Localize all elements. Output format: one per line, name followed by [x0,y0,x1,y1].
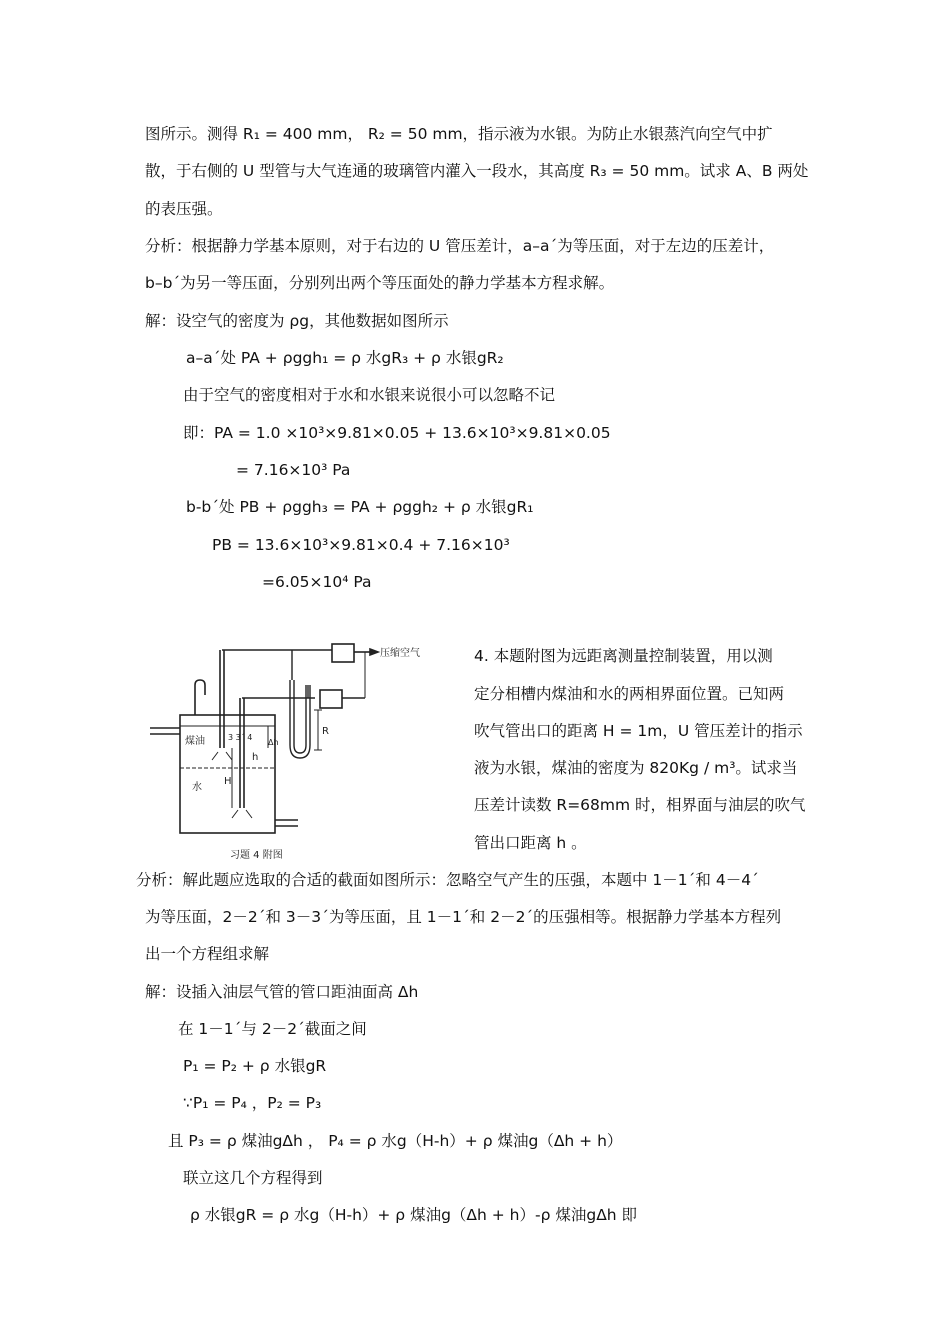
label-h: h [252,752,259,763]
apparatus-diagram [140,640,470,865]
equation-line: b-b´处 PB + ρggh₃ = PA + ρggh₂ + ρ 水银gR₁ [186,498,534,516]
equation-line: 且 P₃ = ρ 煤油gΔh ， P₄ = ρ 水g（H-h）+ ρ 煤油g（Δh + h） [168,1132,623,1150]
equation-line: 即：PA = 1.0 ×10³×9.81×0.05 + 13.6×10³×9.81×0.05 [183,424,611,442]
problem-line: 4. 本题附图为远距离测量控制装置，用以测 [474,647,773,665]
analysis-line: 出一个方程组求解 [145,945,270,963]
equation-line: ρ 水银gR = ρ 水g（H-h）+ ρ 煤油g（Δh + h）-ρ 煤油gΔh 即 [190,1206,638,1224]
text-line: 的表压强。 [145,200,223,218]
apparatus-figure [140,640,470,865]
problem-line: 管出口距离 h 。 [474,834,587,852]
label-points: 3 3´ 4 [228,733,253,742]
text-line: 联立这几个方程得到 [183,1169,323,1187]
label-H: H [224,776,232,787]
equation-line: =6.05×10⁴ Pa [262,573,372,591]
problem-line: 吹气管出口的距离 H = 1m，U 管压差计的指示 [474,722,803,740]
equation-line: P₁ = P₂ + ρ 水银gR [183,1057,327,1075]
label-water: 水 [192,782,202,793]
solution-line: 解：设空气的密度为 ρg，其他数据如图所示 [145,312,449,330]
solution-line: 解：设插入油层气管的管口距油面高 Δh [145,983,419,1001]
equation-line: = 7.16×10³ Pa [236,461,351,479]
text-line: 散，于右侧的 U 型管与大气连通的玻璃管内灌入一段水，其高度 R₃ = 50 mm。试求 A、B 两处 [145,162,809,180]
equation-line: ∵P₁ = P₄ ，P₂ = P₃ [183,1094,322,1112]
analysis-line: 分析：解此题应选取的合适的截面如图所示：忽略空气产生的压强，本题中 1－1´和 4－4´ [136,871,759,889]
text-line: 图所示。测得 R₁ = 400 mm， R₂ = 50 mm，指示液为水银。为防止水银蒸汽向空气中扩 [145,125,773,143]
text-line: 由于空气的密度相对于水和水银来说很小可以忽略不记 [183,386,556,404]
label-R: R [322,726,329,737]
figure-caption: 习题 4 附图 [230,850,283,861]
text-line: 在 1－1´与 2－2´截面之间 [178,1020,367,1038]
problem-line: 压差计读数 R=68mm 时，相界面与油层的吹气 [474,796,806,814]
problem-line: 定分相槽内煤油和水的两相界面位置。已知两 [474,685,785,703]
label-oil: 煤油 [185,736,205,747]
label-compressed-air: 压缩空气 [380,648,420,659]
analysis-line: 分析：根据静力学基本原则，对于右边的 U 管压差计，a–a´为等压面，对于左边的压差计， [145,237,775,255]
equation-line: a–a´处 PA + ρggh₁ = ρ 水gR₃ + ρ 水银gR₂ [186,349,504,367]
label-dh: Δh [268,738,279,747]
equation-line: PB = 13.6×10³×9.81×0.4 + 7.16×10³ [212,536,510,554]
analysis-line: 为等压面，2－2´和 3－3´为等压面，且 1－1´和 2－2´的压强相等。根据静力学基本方程列 [145,908,782,926]
analysis-line: b–b´为另一等压面，分别列出两个等压面处的静力学基本方程求解。 [145,274,615,292]
problem-line: 液为水银，煤油的密度为 820Kg / m³。试求当 [474,759,798,777]
